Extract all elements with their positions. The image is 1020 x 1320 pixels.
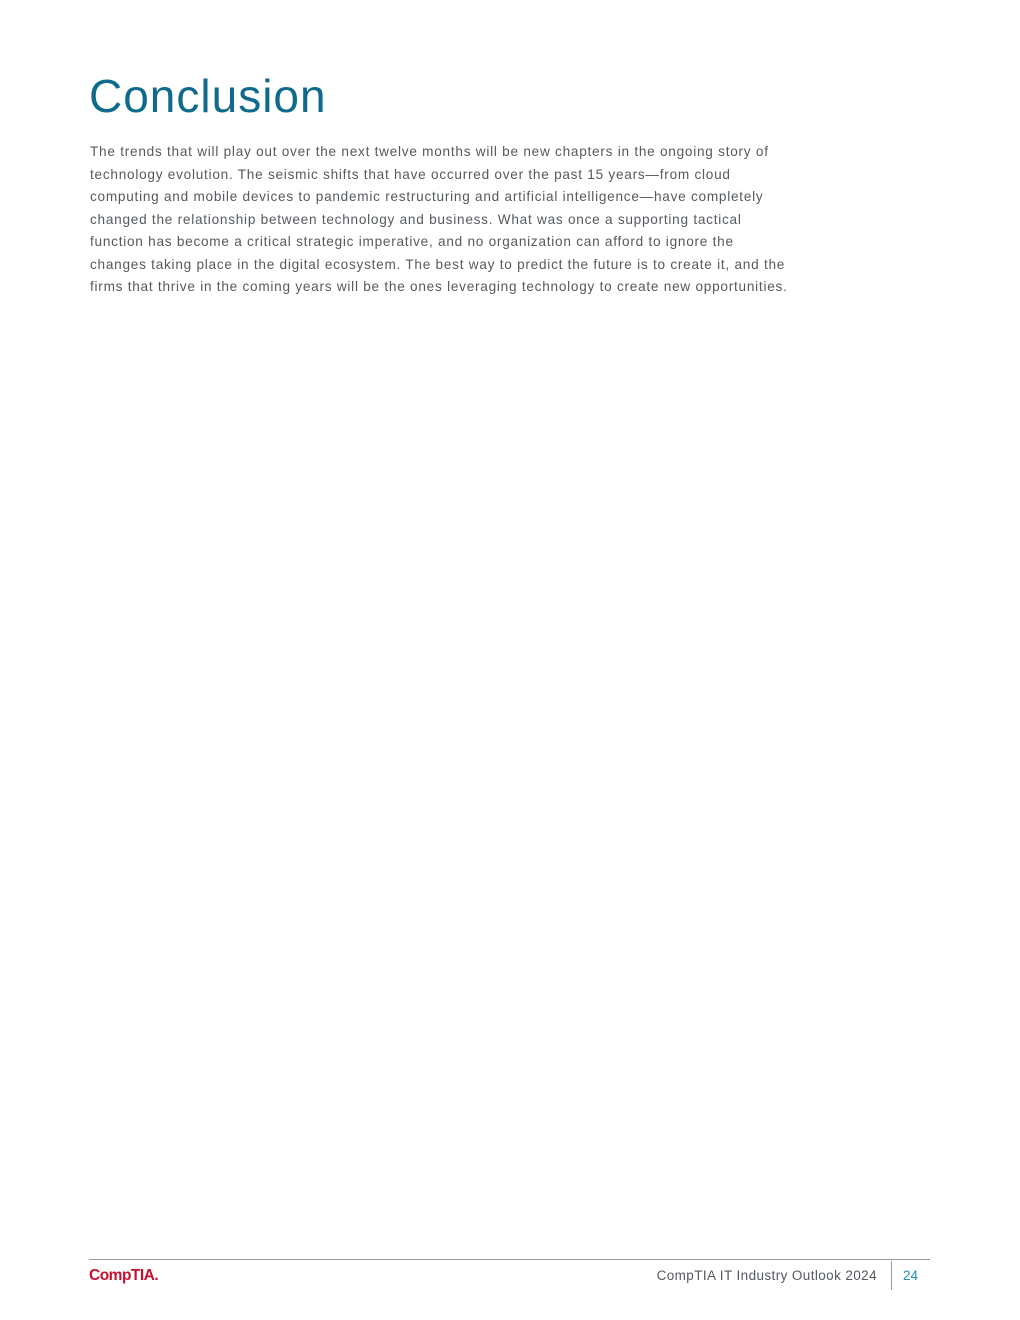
comptia-logo-text: CompTIA. — [89, 1267, 159, 1284]
page-number: 24 — [903, 1268, 919, 1283]
conclusion-paragraph: The trends that will play out over the next twelve months will be new chapters in the ongoing story of technology evolution. The seismic shifts that have occurred over the past 15 years—from cloud computing and mobile devices to pandemic restructuring and artificial intelligence—have completely changed the relationship between technology and business. What was once a supporting tactical function has become a critical strategic imperative, and no organization can afford to ignore the changes taking place in the digital ecosystem. The best way to predict the future is to create it, and the firms that thrive in the coming years will be the ones leveraging technology to create new opportunities. — [90, 144, 788, 294]
comptia-logo — [89, 1263, 173, 1287]
footer-divider-line — [89, 1259, 930, 1260]
page-title: Conclusion — [89, 70, 327, 122]
footer-publication-title: CompTIA IT Industry Outlook 2024 — [656, 1268, 877, 1283]
footer-vertical-divider — [891, 1261, 892, 1290]
